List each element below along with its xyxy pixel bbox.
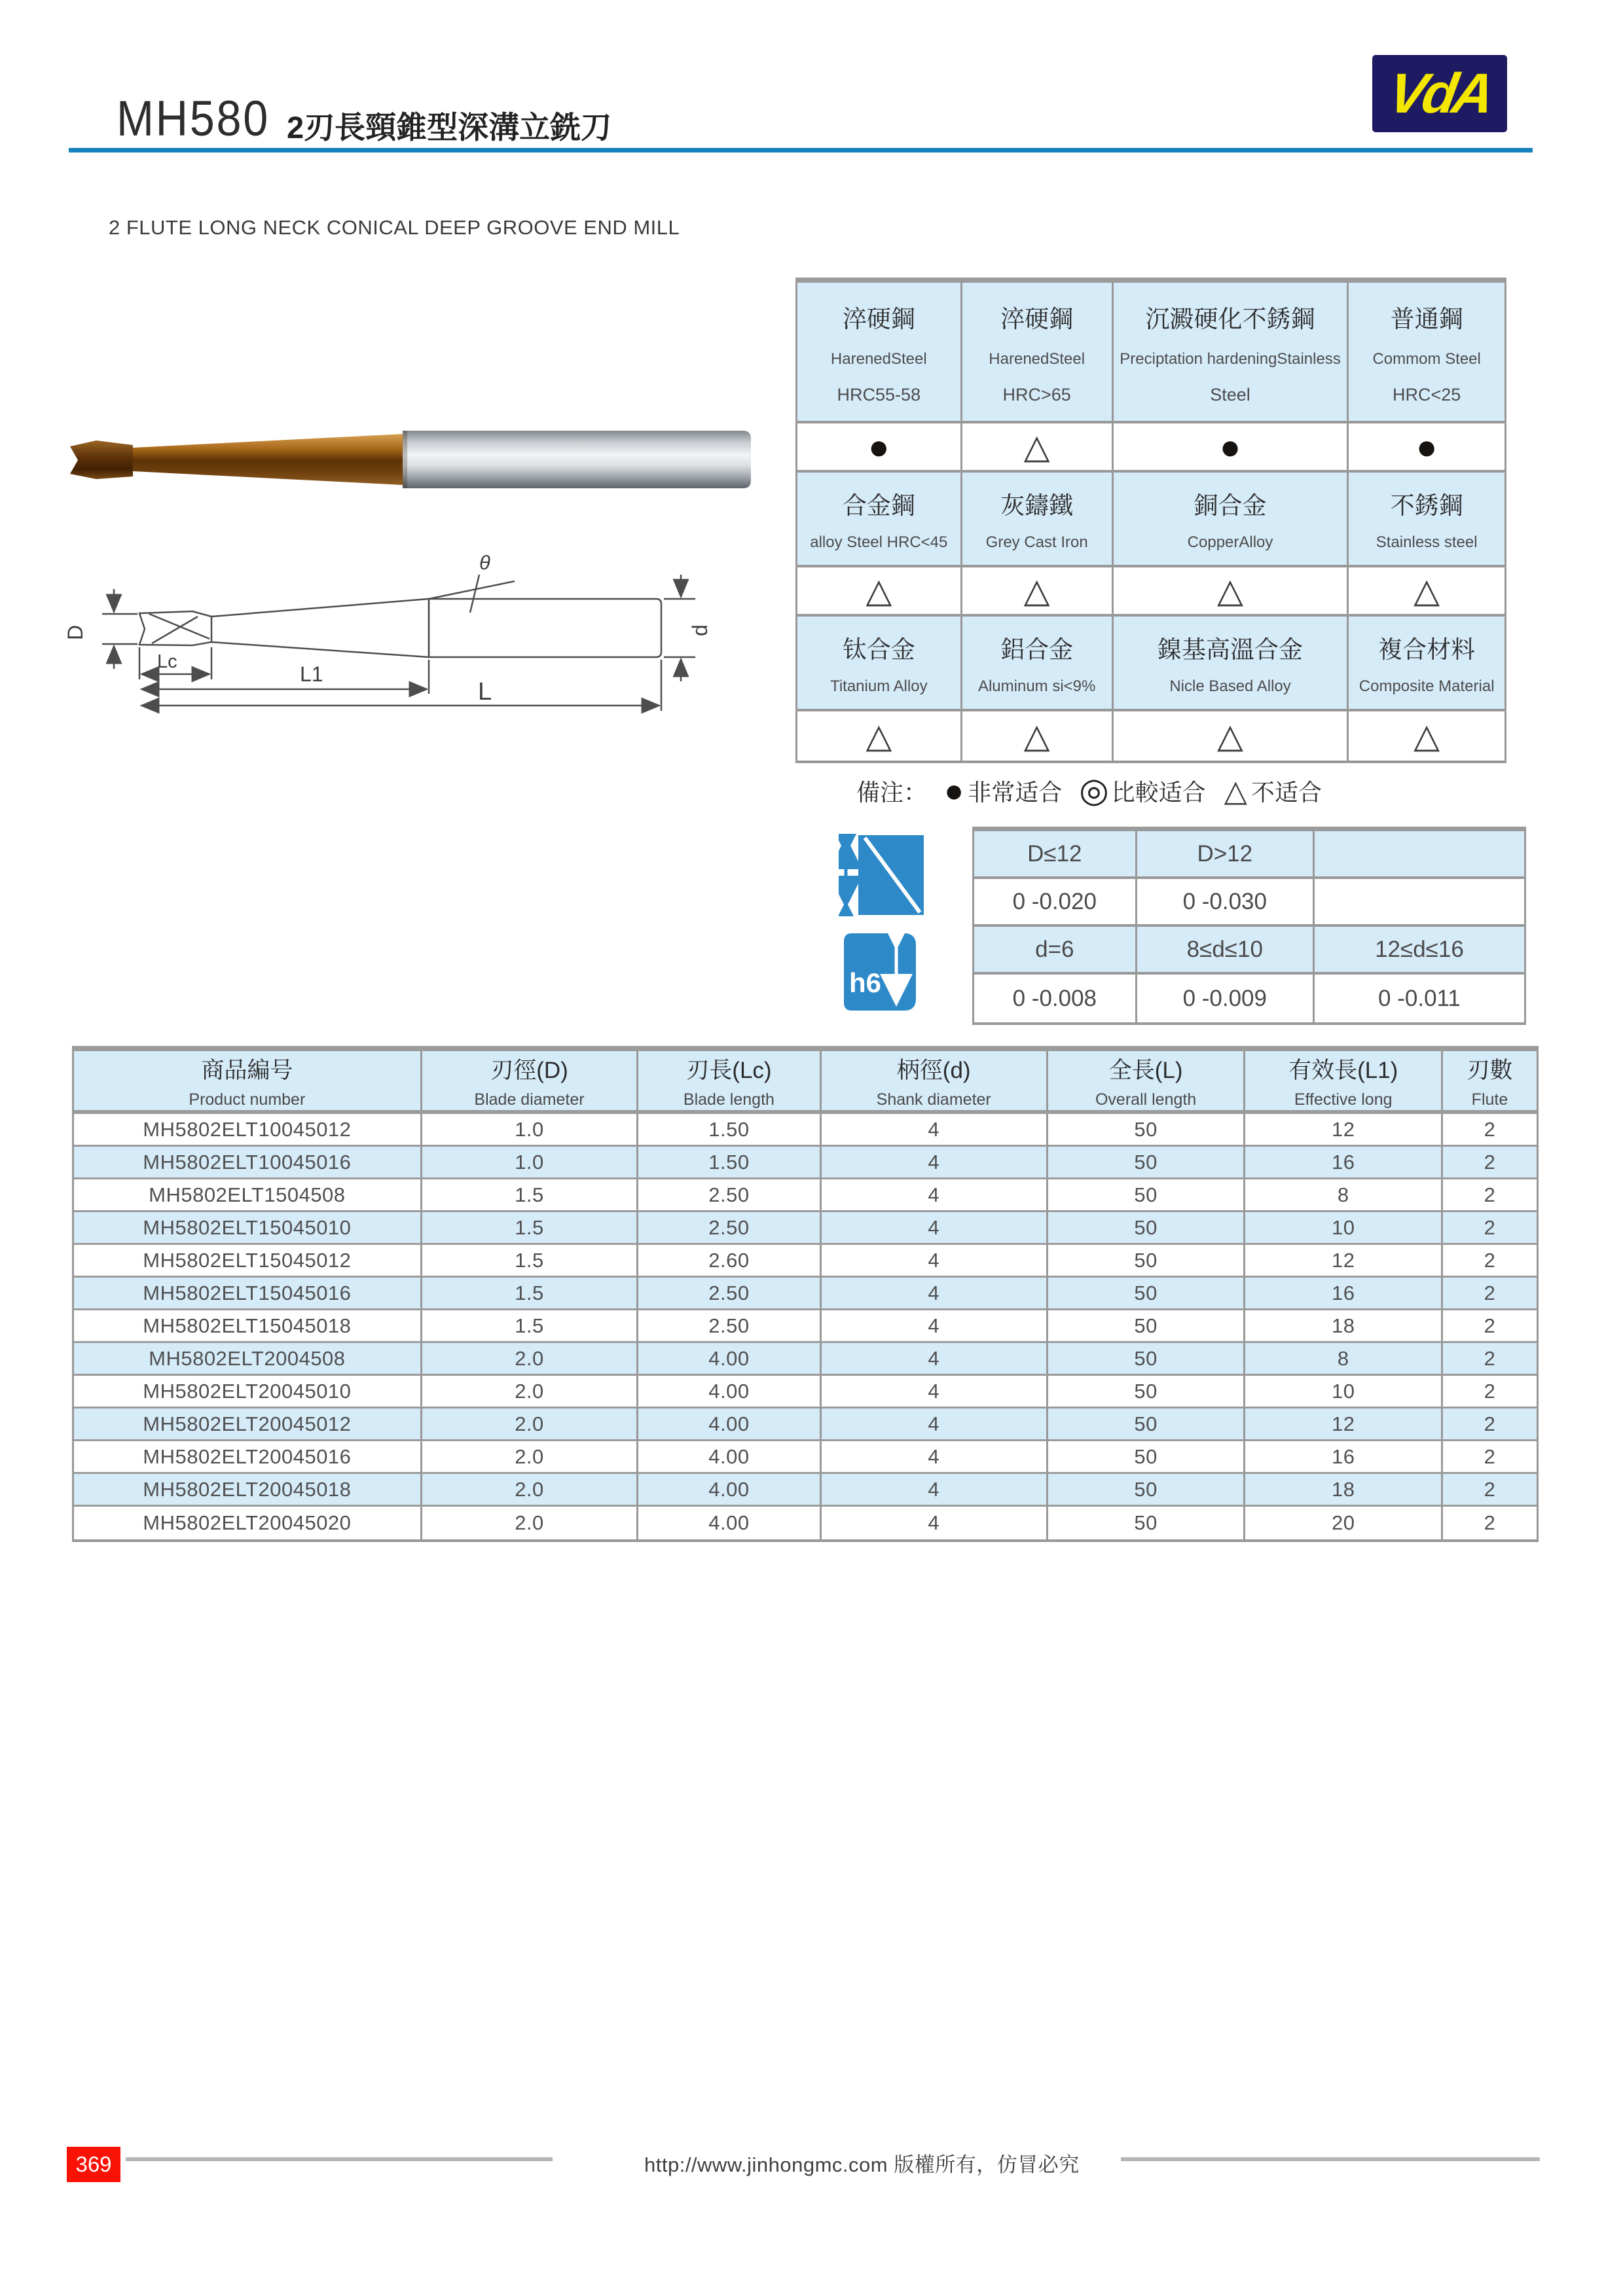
suitability-symbol: △ <box>1023 717 1050 755</box>
h6-label: h6 <box>849 967 882 998</box>
product-value-cell: 4 <box>822 1179 1048 1212</box>
product-value-cell: 50 <box>1048 1408 1246 1441</box>
material-name-cn: 不銹鋼 <box>1390 492 1463 519</box>
product-table-row <box>74 1408 1537 1441</box>
suitability-cell <box>962 423 1114 473</box>
page-subtitle-en: 2 FLUTE LONG NECK CONICAL DEEP GROOVE END MILL <box>109 216 680 239</box>
endmill-photo <box>56 424 763 497</box>
product-value-cell: 2 <box>1443 1474 1537 1507</box>
product-value-cell: 4 <box>822 1212 1048 1245</box>
product-value-cell: 1.5 <box>422 1212 639 1245</box>
product-number-cell: MH5802ELT20045010 <box>74 1376 422 1408</box>
product-value-cell: 1.5 <box>422 1310 639 1343</box>
material-symbol-row <box>797 711 1504 761</box>
dim-label-d: d <box>688 624 712 636</box>
product-value-cell: 1.50 <box>638 1114 821 1147</box>
material-cell <box>1114 283 1349 423</box>
suitability-symbol: △ <box>1413 717 1440 755</box>
tolerance-cell <box>1315 879 1524 927</box>
product-value-cell: 2 <box>1443 1147 1537 1179</box>
tolerance-cell: d=6 <box>974 927 1137 975</box>
material-cell <box>962 617 1114 711</box>
column-header-en: Overall length <box>1095 1090 1197 1109</box>
suitability-cell <box>797 711 962 761</box>
legend-fairly-suitable-icon: ◎ <box>1079 772 1109 810</box>
material-hardness: HRC55-58 <box>837 384 921 404</box>
product-value-cell: 2.50 <box>638 1310 821 1343</box>
column-header-cn: 刃數 <box>1467 1057 1513 1083</box>
material-name-en: CopperAlloy <box>1187 533 1273 552</box>
column-header-en: Blade diameter <box>474 1090 585 1109</box>
product-table-row <box>74 1310 1537 1343</box>
product-value-cell: 4 <box>822 1310 1048 1343</box>
product-column-header <box>638 1051 821 1114</box>
product-value-cell: 4 <box>822 1441 1048 1474</box>
product-value-cell: 2.0 <box>422 1441 639 1474</box>
product-table-row <box>74 1376 1537 1408</box>
product-value-cell: 4.00 <box>638 1474 821 1507</box>
product-value-cell: 12 <box>1245 1408 1443 1441</box>
product-value-cell: 1.50 <box>638 1147 821 1179</box>
material-name-cn: 灰鑄鐵 <box>1000 492 1074 519</box>
material-cell <box>797 283 962 423</box>
column-header-cn: 柄徑(d) <box>896 1057 971 1083</box>
material-hardness: HRC>65 <box>1002 384 1071 404</box>
product-value-cell: 2 <box>1443 1212 1537 1245</box>
product-value-cell: 4.00 <box>638 1343 821 1376</box>
product-value-cell: 12 <box>1245 1114 1443 1147</box>
material-name-cn: 鎳基高溫合金 <box>1158 636 1304 663</box>
product-value-cell: 2 <box>1443 1408 1537 1441</box>
product-table-body <box>74 1114 1537 1539</box>
material-name-cn: 沉澱硬化不銹鋼 <box>1145 305 1315 332</box>
product-value-cell: 8 <box>1245 1179 1443 1212</box>
legend-not-suitable-text: 不适合 <box>1251 778 1322 806</box>
material-name-cn: 合金鋼 <box>842 492 915 519</box>
footer-copyright: http://www.jinhongmc.com 版權所有，仿冒必究 <box>644 2153 1080 2176</box>
product-number-cell: MH5802ELT15045012 <box>74 1245 422 1278</box>
product-value-cell: 4 <box>822 1474 1048 1507</box>
product-value-cell: 4.00 <box>638 1507 821 1539</box>
legend-very-suitable-icon: ● <box>944 772 964 809</box>
product-value-cell: 10 <box>1245 1212 1443 1245</box>
material-cell <box>1349 617 1504 711</box>
tool-shank <box>403 431 751 488</box>
material-cell <box>1349 283 1504 423</box>
product-value-cell: 2.0 <box>422 1507 639 1539</box>
suitability-cell <box>1114 423 1349 473</box>
product-value-cell: 16 <box>1245 1278 1443 1310</box>
legend-very-suitable-text: 非常适合 <box>968 778 1063 806</box>
product-value-cell: 50 <box>1048 1147 1246 1179</box>
product-table-row <box>74 1212 1537 1245</box>
column-header-cn: 刃徑(D) <box>490 1057 568 1083</box>
column-header-en: Shank diameter <box>876 1090 991 1109</box>
suitability-cell <box>962 567 1114 617</box>
tolerance-cell: 0 -0.011 <box>1315 975 1524 1022</box>
product-value-cell: 4.00 <box>638 1441 821 1474</box>
material-cell <box>797 473 962 567</box>
material-name-cn: 鋁合金 <box>1000 636 1074 663</box>
tolerance-row <box>974 879 1524 927</box>
dim-label-L1: L1 <box>300 662 323 686</box>
product-value-cell: 2.0 <box>422 1474 639 1507</box>
suitability-symbol: △ <box>1217 717 1244 755</box>
product-number-cell: MH5802ELT15045016 <box>74 1278 422 1310</box>
material-name-en: Composite Material <box>1359 677 1495 696</box>
material-name-en: Aluminum si<9% <box>977 677 1096 696</box>
product-value-cell: 10 <box>1245 1376 1443 1408</box>
material-header-row <box>797 617 1504 711</box>
product-number-cell: MH5802ELT20045012 <box>74 1408 422 1441</box>
product-table-row <box>74 1343 1537 1376</box>
product-value-cell: 18 <box>1245 1310 1443 1343</box>
suitability-cell <box>1114 567 1349 617</box>
product-value-cell: 2 <box>1443 1278 1537 1310</box>
tool-tip-head <box>70 440 133 479</box>
material-cell <box>962 473 1114 567</box>
product-value-cell: 2.50 <box>638 1212 821 1245</box>
suitability-cell <box>1349 567 1504 617</box>
suitability-cell <box>1349 423 1504 473</box>
product-number-cell: MH5802ELT20045018 <box>74 1474 422 1507</box>
product-value-cell: 2 <box>1443 1441 1537 1474</box>
product-value-cell: 2 <box>1443 1507 1537 1539</box>
footer-rule-right <box>1121 2157 1540 2161</box>
product-value-cell: 50 <box>1048 1376 1246 1408</box>
column-header-cn: 有效長(L1) <box>1288 1057 1398 1083</box>
product-value-cell: 2.50 <box>638 1278 821 1310</box>
product-value-cell: 2 <box>1443 1376 1537 1408</box>
dim-label-Lc: Lc <box>157 651 177 672</box>
product-value-cell: 1.5 <box>422 1245 639 1278</box>
column-header-cn: 刃長(Lc) <box>686 1057 772 1083</box>
tolerance-row <box>974 927 1524 975</box>
product-value-cell: 1.5 <box>422 1278 639 1310</box>
material-cell <box>797 617 962 711</box>
product-value-cell: 20 <box>1245 1507 1443 1539</box>
material-name-cn: 普通鋼 <box>1390 305 1463 332</box>
suitability-symbol: △ <box>1413 571 1440 610</box>
suitability-cell <box>797 567 962 617</box>
dim-label-L: L <box>478 678 492 706</box>
material-hardness: Steel <box>1210 384 1250 404</box>
shank-h6-tolerance-icon <box>839 932 927 1015</box>
product-value-cell: 50 <box>1048 1245 1246 1278</box>
product-value-cell: 4 <box>822 1114 1048 1147</box>
product-value-cell: 2 <box>1443 1245 1537 1278</box>
material-name-en: Commom Steel <box>1372 350 1481 368</box>
product-value-cell: 50 <box>1048 1474 1246 1507</box>
product-value-cell: 4 <box>822 1376 1048 1408</box>
suitability-cell <box>797 423 962 473</box>
product-column-header <box>822 1051 1048 1114</box>
tool-taper-neck <box>133 434 403 485</box>
blade-diameter-tolerance-icon <box>839 834 927 920</box>
product-number-cell: MH5802ELT1504508 <box>74 1179 422 1212</box>
dim-label-theta: θ <box>479 551 490 574</box>
suitability-symbol: △ <box>1217 571 1244 610</box>
material-name-en: Grey Cast Iron <box>985 533 1088 552</box>
material-suitability-table <box>795 278 1506 763</box>
product-table-header <box>74 1051 1537 1114</box>
tolerance-cell: D>12 <box>1137 831 1315 879</box>
product-value-cell: 2 <box>1443 1114 1537 1147</box>
material-name-cn: 銅合金 <box>1194 492 1267 519</box>
product-value-cell: 16 <box>1245 1441 1443 1474</box>
tolerance-cell: 0 -0.009 <box>1137 975 1315 1022</box>
product-value-cell: 50 <box>1048 1212 1246 1245</box>
suitability-symbol: △ <box>866 717 892 755</box>
product-value-cell: 50 <box>1048 1343 1246 1376</box>
material-symbol-row <box>797 567 1504 617</box>
product-value-cell: 2.0 <box>422 1343 639 1376</box>
product-value-cell: 50 <box>1048 1507 1246 1539</box>
product-value-cell: 50 <box>1048 1441 1246 1474</box>
product-value-cell: 4.00 <box>638 1408 821 1441</box>
product-table-row <box>74 1245 1537 1278</box>
product-column-header <box>1443 1051 1537 1114</box>
product-value-cell: 2.60 <box>638 1245 821 1278</box>
product-header-row <box>74 1051 1537 1114</box>
brand-logo-text: VdA <box>1383 62 1496 125</box>
product-column-header <box>1245 1051 1443 1114</box>
tolerance-cell: 8≤d≤10 <box>1137 927 1315 975</box>
tolerance-cell: 12≤d≤16 <box>1315 927 1524 975</box>
product-table-row <box>74 1114 1537 1147</box>
brand-logo <box>1372 55 1507 132</box>
product-value-cell: 4.00 <box>638 1376 821 1408</box>
product-number-cell: MH5802ELT20045020 <box>74 1507 422 1539</box>
material-symbol-row <box>797 423 1504 473</box>
suitability-symbol: △ <box>1023 571 1050 610</box>
material-name-cn: 淬硬鋼 <box>842 305 915 332</box>
tolerance-cell: 0 -0.008 <box>974 975 1137 1022</box>
product-value-cell: 18 <box>1245 1474 1443 1507</box>
product-value-cell: 50 <box>1048 1278 1246 1310</box>
product-value-cell: 4 <box>822 1147 1048 1179</box>
suitability-symbol: △ <box>866 571 892 610</box>
material-name-cn: 複合材料 <box>1378 636 1476 663</box>
product-column-header <box>74 1051 422 1114</box>
tolerance-cell: 0 -0.030 <box>1137 879 1315 927</box>
product-value-cell: 4 <box>822 1278 1048 1310</box>
suitability-symbol: △ <box>1023 427 1050 466</box>
product-table-row <box>74 1147 1537 1179</box>
dim-label-D: D <box>64 624 87 640</box>
material-cell <box>1114 617 1349 711</box>
product-table-row <box>74 1278 1537 1310</box>
footer-rule-left <box>126 2157 553 2161</box>
product-value-cell: 8 <box>1245 1343 1443 1376</box>
tolerance-cell <box>1315 831 1524 879</box>
product-table <box>72 1046 1539 1542</box>
product-value-cell: 50 <box>1048 1114 1246 1147</box>
product-value-cell: 1.5 <box>422 1179 639 1212</box>
page-title-cn: 2刃長頸錐型深溝立銑刀 <box>287 110 612 145</box>
suitability-symbol: ● <box>1415 427 1438 467</box>
product-value-cell: 1.0 <box>422 1114 639 1147</box>
tolerance-cell: D≤12 <box>974 831 1137 879</box>
product-column-header <box>1048 1051 1246 1114</box>
legend-label: 備注： <box>856 778 928 806</box>
product-value-cell: 16 <box>1245 1147 1443 1179</box>
material-cell <box>1349 473 1504 567</box>
product-number-cell: MH5802ELT15045010 <box>74 1212 422 1245</box>
legend-fairly-suitable-text: 比較适合 <box>1111 778 1206 806</box>
product-value-cell: 2.0 <box>422 1376 639 1408</box>
material-hardness: HRC<25 <box>1393 384 1461 404</box>
product-number-cell: MH5802ELT15045018 <box>74 1310 422 1343</box>
suitability-symbol: ● <box>868 427 890 467</box>
product-number-cell: MH5802ELT2004508 <box>74 1343 422 1376</box>
product-value-cell: 4 <box>822 1245 1048 1278</box>
product-number-cell: MH5802ELT10045016 <box>74 1147 422 1179</box>
column-header-cn: 全長(L) <box>1108 1057 1183 1083</box>
product-table-row <box>74 1441 1537 1474</box>
material-name-en: HarenedSteel <box>830 350 927 368</box>
tolerance-row <box>974 831 1524 879</box>
tolerance-row <box>974 975 1524 1022</box>
dimension-drawing <box>52 541 720 736</box>
material-cell <box>1114 473 1349 567</box>
column-header-en: Effective long <box>1294 1090 1393 1109</box>
product-value-cell: 50 <box>1048 1179 1246 1212</box>
product-number-cell: MH5802ELT10045012 <box>74 1114 422 1147</box>
product-value-cell: 4 <box>822 1343 1048 1376</box>
suitability-legend <box>856 772 1322 809</box>
material-name-en: Preciptation hardeningStainless <box>1120 350 1341 368</box>
page-number-badge: 369 <box>67 2147 120 2182</box>
product-table-row <box>74 1507 1537 1539</box>
material-name-en: Stainless steel <box>1376 533 1478 552</box>
material-name-cn: 淬硬鋼 <box>1000 305 1074 332</box>
suitability-cell <box>1349 711 1504 761</box>
material-name-en: HarenedSteel <box>989 350 1085 368</box>
material-name-en: Titanium Alloy <box>830 677 928 696</box>
suitability-cell <box>1114 711 1349 761</box>
product-table-row <box>74 1179 1537 1212</box>
column-header-cn: 商品編号 <box>201 1057 293 1083</box>
product-value-cell: 1.0 <box>422 1147 639 1179</box>
product-value-cell: 2.50 <box>638 1179 821 1212</box>
product-number-cell: MH5802ELT20045016 <box>74 1441 422 1474</box>
material-name-cn: 钛合金 <box>842 636 915 663</box>
material-header-row <box>797 283 1504 423</box>
legend-not-suitable-icon: △ <box>1224 774 1248 808</box>
material-cell <box>962 283 1114 423</box>
product-column-header <box>422 1051 639 1114</box>
page-title-model: MH580 <box>117 91 270 147</box>
product-value-cell: 12 <box>1245 1245 1443 1278</box>
tolerance-table <box>972 827 1526 1025</box>
material-name-en: alloy Steel HRC<45 <box>810 533 948 552</box>
column-header-en: Blade length <box>683 1090 775 1109</box>
product-table-row <box>74 1474 1537 1507</box>
suitability-symbol: ● <box>1219 427 1241 467</box>
product-value-cell: 2.0 <box>422 1408 639 1441</box>
header-rule <box>69 148 1533 152</box>
product-value-cell: 50 <box>1048 1310 1246 1343</box>
product-value-cell: 2 <box>1443 1343 1537 1376</box>
product-value-cell: 2 <box>1443 1179 1537 1212</box>
material-header-row <box>797 473 1504 567</box>
column-header-en: Flute <box>1471 1090 1508 1109</box>
column-header-en: Product number <box>189 1090 306 1109</box>
tolerance-cell: 0 -0.020 <box>974 879 1137 927</box>
product-value-cell: 2 <box>1443 1310 1537 1343</box>
material-name-en: Nicle Based Alloy <box>1169 677 1291 696</box>
product-value-cell: 4 <box>822 1507 1048 1539</box>
product-value-cell: 4 <box>822 1408 1048 1441</box>
suitability-cell <box>962 711 1114 761</box>
